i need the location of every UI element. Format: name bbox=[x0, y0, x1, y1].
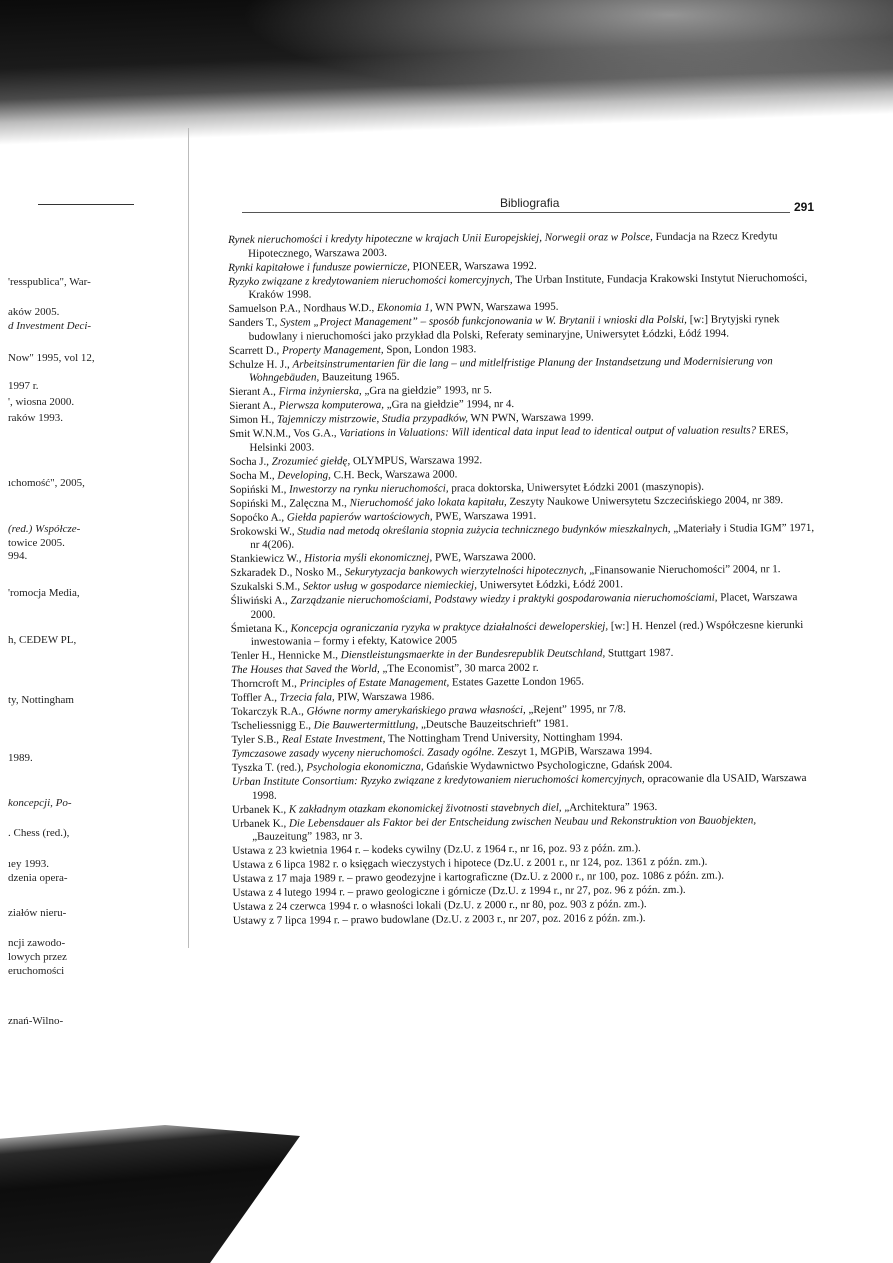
entry-author: Urbanek K., bbox=[232, 817, 289, 830]
entry-details: Estates Gazette London 1965. bbox=[449, 675, 585, 689]
bibliography-entry bbox=[229, 354, 814, 385]
entry-author: Sierant A., bbox=[229, 399, 279, 412]
entry-author: Sopoćko A., bbox=[229, 511, 287, 524]
entry-details: PIW, Warszawa 1986. bbox=[334, 690, 435, 704]
entry-details: [w:] H. Henzel (red.) Współczesne kierunki inwestowania – formy i efekty, Katowice 2005 bbox=[250, 618, 804, 648]
entry-details: Ustawa z 4 lutego 1994 r. – prawo geologiczne i górnicze (Dz.U. z 1994 r., nr 27, poz. 96 z późn. zm.). bbox=[232, 883, 686, 899]
previous-page-text-fragment: ', wiosna 2000. bbox=[8, 396, 75, 408]
previous-page-text-fragment: towice 2005. bbox=[8, 537, 65, 549]
entry-details: Ustawy z 7 lipca 1994 r. – prawo budowlane (Dz.U. z 2003 r., nr 207, poz. 2016 z późn. zm.). bbox=[232, 912, 646, 927]
entry-author: Tyler S.B., bbox=[231, 733, 282, 746]
previous-page-text-fragment: 'romocja Media, bbox=[8, 587, 80, 599]
previous-page-text-fragment: . Chess (red.), bbox=[8, 827, 70, 839]
entry-details: Stuttgart 1987. bbox=[605, 646, 674, 660]
entry-author: Thorncroft M., bbox=[231, 677, 300, 690]
previous-page-text-fragment: raków 1993. bbox=[8, 412, 63, 424]
bibliography-list bbox=[228, 230, 818, 929]
entry-details: Fundacja na Rzecz Kredytu Hipotecznego, Warszawa 2003. bbox=[248, 230, 778, 260]
previous-page-text-fragment: 'resspublica", War- bbox=[8, 276, 91, 288]
entry-title: Ekonomia 1, bbox=[376, 301, 433, 314]
entry-details: opracowanie dla USAID, Warszawa 1998. bbox=[251, 771, 807, 802]
previous-page-text-fragment: 1997 r. bbox=[8, 380, 39, 392]
entry-title: Variations in Valuations: Will identical data input lead to identical output of valuation results? bbox=[339, 424, 757, 440]
entry-details: „Deutsche Bauzeitschrieft” 1981. bbox=[418, 717, 569, 731]
entry-author: Simon H., bbox=[229, 413, 278, 426]
previous-page-text-fragment: ty, Nottingham bbox=[8, 694, 74, 706]
entry-title: Urban Institute Consortium: Ryzyko związane z kredytowaniem nieruchomości komercyjnych, bbox=[231, 773, 645, 788]
entry-title: Inwestorzy na rynku nieruchomości, bbox=[289, 481, 449, 496]
entry-details: „Finansowanie Nieruchomości” 2004, nr 1. bbox=[586, 563, 781, 577]
previous-page-text-fragment: d Investment Deci- bbox=[8, 320, 92, 332]
header-rule bbox=[242, 212, 814, 213]
entry-title: Nieruchomość jako lokata kapitału, bbox=[349, 495, 507, 509]
entry-details: WN PWN, Warszawa 1995. bbox=[432, 300, 559, 314]
entry-details: „The Economist”, 30 marca 2002 r. bbox=[379, 661, 539, 675]
entry-details: Ustawa z 23 kwietnia 1964 r. – kodeks cywilny (Dz.U. z 1964 r., nr 16, poz. 93 z późn. zm.). bbox=[232, 842, 641, 857]
entry-details: WN PWN, Warszawa 1999. bbox=[467, 411, 594, 425]
entry-title: Główne normy amerykańskiego prawa własności, bbox=[306, 703, 526, 718]
entry-title: Psychologia ekonomiczna, bbox=[306, 760, 424, 774]
entry-title: Pierwsza komputerowa, bbox=[278, 398, 385, 412]
entry-author: Urbanek K., bbox=[231, 803, 289, 816]
entry-title: Dienstleistungsmaerkte in der Bundesrepublik Deutschland, bbox=[340, 647, 606, 662]
entry-author: Smit W.N.M., Vos G.A., bbox=[229, 427, 340, 440]
previous-page-text-fragment: 994. bbox=[8, 550, 28, 562]
entry-title: Die Bauwertermittlung, bbox=[313, 718, 419, 732]
entry-author: Sopiński M., bbox=[229, 483, 290, 496]
entry-details: Gdańskie Wydawnictwo Psychologiczne, Gdańsk 2004. bbox=[423, 758, 673, 773]
entry-title: Developing, bbox=[277, 468, 331, 482]
previous-page-text-fragment: dzenia opera- bbox=[8, 872, 68, 884]
entry-details: Uniwersytet Łódzki, Łódź 2001. bbox=[476, 578, 623, 592]
section-title: Bibliografia bbox=[496, 196, 563, 210]
entry-details: Zeszyt 1, MGPiB, Warszawa 1994. bbox=[494, 745, 653, 759]
entry-details: Ustawa z 24 czerwca 1994 r. o własności lokali (Dz.U. z 2000 r., nr 80, poz. 903 z późn. zm.). bbox=[232, 898, 647, 913]
entry-title: Rynek nieruchomości i kredyty hipoteczne w krajach Unii Europejskiej, Norwegii oraz w Polsce, bbox=[228, 231, 653, 246]
entry-author: Samuelson P.A., Nordhaus W.D., bbox=[228, 301, 378, 315]
entry-details: „Gra na giełdzie” 1994, nr 4. bbox=[383, 398, 515, 411]
previous-page-text-fragment: znań-Wilno- bbox=[8, 1015, 64, 1027]
entry-details: praca doktorska, Uniwersytet Łódzki 2001 (maszynopis). bbox=[448, 480, 704, 494]
entry-title: Trzecia fala, bbox=[279, 691, 335, 704]
entry-details: Placet, Warszawa 2000. bbox=[250, 591, 798, 621]
entry-author: Tenler H., Hennicke M., bbox=[230, 649, 341, 662]
entry-author: Śliwiński A., bbox=[230, 594, 291, 607]
bibliography-entry bbox=[229, 313, 814, 344]
entry-details: Ustawa z 6 lipca 1982 r. o księgach wieczystych i hipotece (Dz.U. z 2001 r., nr 124, poz. 1361 z późn. zm.). bbox=[232, 855, 708, 871]
bibliography-entry bbox=[228, 271, 813, 302]
page-fold bbox=[188, 128, 189, 948]
previous-page-text-fragment: (red.) Współcze- bbox=[8, 523, 81, 535]
entry-title: Sektor usług w gospodarce niemieckiej, bbox=[302, 579, 477, 593]
entry-title: Ryzyko związane z kredytowaniem nieruchomości komercyjnych, bbox=[228, 273, 513, 288]
bibliography-entry bbox=[232, 813, 817, 844]
entry-author: Sopiński M., Zalęczna M., bbox=[229, 496, 350, 510]
entry-author: Tyszka T. (red.), bbox=[231, 761, 307, 774]
entry-title: Firma inżynierska, bbox=[278, 385, 362, 398]
previous-page-text-fragment: eruchomości bbox=[8, 965, 65, 977]
entry-author: Śmietana K., bbox=[230, 622, 291, 635]
previous-page-rule bbox=[38, 204, 134, 205]
entry-author: Socha M., bbox=[229, 469, 278, 482]
entry-details: PWE, Warszawa 2000. bbox=[432, 550, 536, 564]
entry-details: PIONEER, Warszawa 1992. bbox=[409, 259, 537, 273]
entry-title: System „Project Management” – sposób funkcjonowania w W. Brytanii i wnioski dla Polski, bbox=[280, 313, 687, 329]
bibliography-entry bbox=[232, 772, 817, 803]
entry-title: Koncepcja ograniczania ryzyka w praktyce działalności deweloperskiej, bbox=[290, 619, 609, 635]
entry-author: Toffler A., bbox=[231, 691, 280, 704]
entry-details: Spon, London 1983. bbox=[383, 342, 477, 356]
previous-page-text-fragment: koncepcji, Po- bbox=[8, 797, 72, 809]
entry-author: Szukalski S.M., bbox=[230, 580, 303, 593]
entry-details: OLYMPUS, Warszawa 1992. bbox=[350, 453, 483, 467]
entry-details: „Gra na giełdzie” 1993, nr 5. bbox=[361, 384, 492, 398]
entry-author: Tokarczyk R.A., bbox=[231, 705, 307, 718]
entry-title: Principles of Estate Management, bbox=[299, 676, 450, 690]
entry-details: [w:] Brytyjski rynek budowlany i nieruchomości jako przykład dla Polski, Referaty seminaryjne, Uniwersytet Łódzki, Łódź 1994. bbox=[248, 313, 780, 343]
previous-page-text-fragment: h, CEDEW PL, bbox=[8, 634, 77, 646]
bibliography-entry bbox=[233, 911, 818, 929]
entry-title: Studia nad metodą określania stopnia zużycia technicznego budynków mieszkalnych, bbox=[297, 522, 671, 538]
previous-page-text-fragment: ncji zawodo- bbox=[8, 937, 66, 949]
entry-title: Historia myśli ekonomicznej, bbox=[304, 551, 433, 565]
entry-author: Socha J., bbox=[229, 455, 272, 468]
bibliography-entry bbox=[229, 424, 814, 455]
entry-details: „Architektura” 1963. bbox=[561, 800, 658, 814]
entry-author: Stankiewicz W., bbox=[230, 552, 305, 565]
bibliography-entry bbox=[231, 591, 816, 622]
entry-title: Real Estate Investment, bbox=[281, 732, 386, 746]
entry-title: Zrozumieć giełdę, bbox=[271, 454, 351, 468]
entry-details: Ustawa z 17 maja 1989 r. – prawo geodezyjne i kartograficzne (Dz.U. z 2000 r., nr 100, poz. 1086 z późn. zm.). bbox=[232, 869, 725, 885]
previous-page-text-fragment: 1989. bbox=[8, 752, 33, 764]
entry-author: Schulze H. J., bbox=[228, 358, 293, 371]
bibliography-entry bbox=[231, 618, 816, 649]
previous-page-text-fragment: ıey 1993. bbox=[8, 858, 49, 870]
entry-details: „Rejent” 1995, nr 7/8. bbox=[525, 703, 626, 716]
entry-author: Sanders T., bbox=[228, 316, 281, 329]
entry-author: Scarrett D., bbox=[228, 344, 283, 357]
entry-title: Zarządzanie nieruchomościami, Podstawy wiedzy i praktyki gospodarowania nieruchomościami, bbox=[290, 591, 718, 607]
entry-title: K zakładnym otazkam ekonomickej životnosti stavebnych diel, bbox=[288, 801, 562, 816]
entry-author: Sierant A., bbox=[229, 385, 279, 398]
previous-page-text-fragment: Now" 1995, vol 12, bbox=[8, 352, 95, 364]
entry-title: Rynki kapitałowe i fundusze powiernicze, bbox=[228, 260, 410, 274]
entry-title: Property Management, bbox=[281, 343, 384, 357]
page-number: 291 bbox=[790, 200, 814, 214]
entry-details: PWE, Warszawa 1991. bbox=[432, 509, 537, 523]
entry-title: Giełda papierów wartościowych, bbox=[286, 510, 433, 524]
previous-page-text-fragment: ıchomość", 2005, bbox=[8, 477, 85, 489]
previous-page-text-fragment: aków 2005. bbox=[8, 306, 60, 318]
entry-title: Tymczasowe zasady wyceny nieruchomości. Zasady ogólne. bbox=[231, 746, 495, 760]
entry-title: Tajemniczy mistrzowie, Studia przypadków, bbox=[276, 412, 469, 426]
entry-details: Zeszyty Naukowe Uniwersytetu Szczecińskiego 2004, nr 389. bbox=[506, 493, 784, 508]
previous-page-fragment bbox=[8, 0, 138, 1263]
entry-details: Bauzeitung 1965. bbox=[319, 370, 400, 384]
entry-details: „Materiały i Studia IGM” 1971, nr 4(206). bbox=[250, 521, 815, 551]
bibliography-entry bbox=[228, 230, 813, 261]
entry-title: The Houses that Saved the World, bbox=[231, 662, 380, 676]
previous-page-text-fragment: lowych przez bbox=[8, 951, 67, 963]
entry-author: Srokowski W., bbox=[230, 525, 298, 538]
entry-author: Tscheliessnigg E., bbox=[231, 719, 314, 732]
running-header bbox=[242, 196, 814, 216]
previous-page-text-fragment: ziałów nieru- bbox=[8, 907, 67, 919]
entry-title: Arbeitsinstrumentarien für die lang – und mitlelfristige Planung der Instandsetzung und Modernisierung von Wohngebäuden, bbox=[248, 354, 773, 384]
entry-author: Szkaradek D., Nosko M., bbox=[230, 566, 345, 579]
entry-title: Sekurytyzacja bankowych wierzytelności hipotecznych, bbox=[344, 564, 587, 579]
entry-details: ERES, Helsinki 2003. bbox=[249, 424, 789, 454]
entry-details: The Urban Institute, Fundacja Krakowski Instytut Nieruchomości, Kraków 1998. bbox=[248, 271, 808, 301]
entry-details: The Nottingham Trend University, Nottingham 1994. bbox=[385, 731, 623, 745]
entry-details: „Bauzeitung” 1983, nr 3. bbox=[252, 830, 363, 843]
entry-title: Die Lebensdauer als Faktor bei der Entscheidung zwischen Neubau und Rekonstruktion von Bauobjekten, bbox=[288, 813, 757, 830]
bibliography-entry bbox=[230, 521, 815, 552]
entry-details: C.H. Beck, Warszawa 2000. bbox=[330, 467, 458, 481]
